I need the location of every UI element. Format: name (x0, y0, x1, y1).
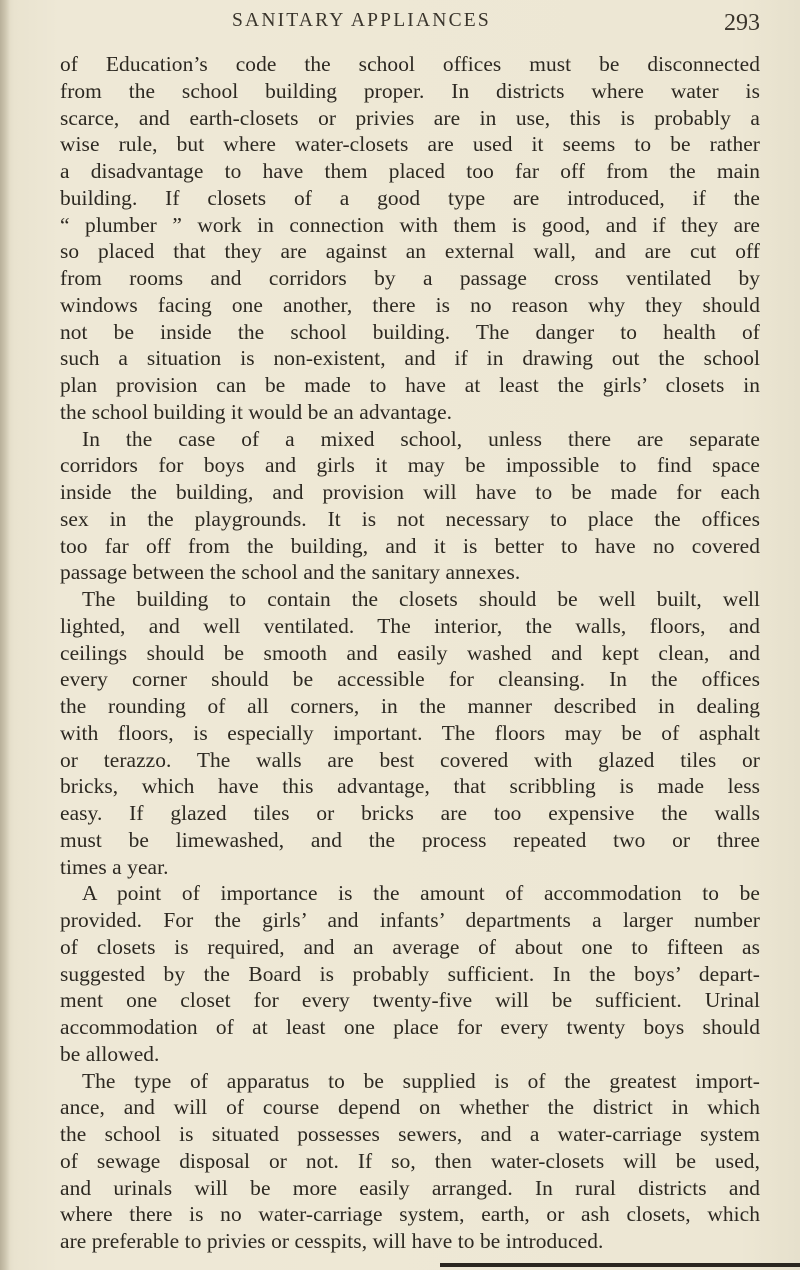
text-line: of Education’s code the school offices must be disconnected (60, 52, 760, 76)
text-line: are preferable to privies or cesspits, will have to be introduced. (60, 1229, 604, 1253)
text-line: of sewage disposal or not. If so, then water-closets will be used, (60, 1148, 760, 1173)
text-line: “ plumber ” work in connection with them is good, and if they are (60, 212, 760, 237)
page-header (60, 10, 760, 40)
text-line: be allowed. (60, 1041, 160, 1066)
text-line: with floors, is especially important. The floors may be of asphalt (60, 720, 760, 745)
text-line: not be inside the school building. The danger to health of (60, 319, 760, 344)
text-line: from the school building proper. In districts where water is (60, 78, 760, 103)
text-line: ceilings should be smooth and easily washed and kept clean, and (60, 640, 760, 665)
text-line: plan provision can be made to have at least the girls’ closets in (60, 373, 760, 397)
text-line: sex in the playgrounds. It is not necessary to place the offices (60, 506, 760, 531)
text-line: too far off from the building, and it is better to have no covered (60, 533, 760, 558)
text-line: ance, and will of course depend on whether the district in which (60, 1095, 760, 1120)
text-line: a disadvantage to have them placed too far off from the main (60, 159, 760, 183)
text-line: every corner should be accessible for cleansing. In the offices (60, 667, 760, 692)
text-line: corridors for boys and girls it may be impossible to find space (60, 453, 760, 478)
text-line: inside the building, and provision will have to be made for each (60, 480, 760, 504)
running-head: SANITARY APPLIANCES (232, 10, 491, 31)
text-line: where there is no water-carriage system, earth, or ash closets, which (60, 1202, 760, 1227)
text-line: A point of importance is the amount of accommodation to be (82, 881, 760, 906)
text-line: from rooms and corridors by a passage cross ventilated by (60, 266, 760, 290)
text-line: bricks, which have this advantage, that scribbling is made less (60, 774, 760, 799)
text-line: and urinals will be more easily arranged. In rural districts and (60, 1175, 760, 1200)
text-line: wise rule, but where water-closets are used it seems to be rather (60, 132, 760, 157)
text-line: suggested by the Board is probably sufficient. In the boys’ depart- (60, 961, 760, 986)
text-line: the school building it would be an advantage. (60, 399, 453, 424)
text-line: or terazzo. The walls are best covered with glazed tiles or (60, 747, 760, 772)
text-line: building. If closets of a good type are introduced, if the (60, 185, 760, 210)
text-line: windows facing one another, there is no reason why they should (60, 292, 760, 317)
text-line: so placed that they are against an external wall, and are cut off (60, 239, 760, 264)
text-line: scarce, and earth-closets or privies are in use, this is probably a (60, 105, 760, 130)
binding-shadow (0, 0, 10, 1270)
text-line: times a year. (60, 854, 169, 879)
text-line: the rounding of all corners, in the manner described in dealing (60, 694, 760, 718)
text-line: The building to contain the closets should be well built, well (82, 587, 760, 611)
text-line: lighted, and well ventilated. The interior, the walls, floors, and (60, 613, 760, 638)
page-bottom-rule (440, 1263, 800, 1267)
text-line: of closets is required, and an average of about one to fifteen as (60, 934, 760, 959)
body-text (60, 51, 760, 1255)
text-line: In the case of a mixed school, unless there are separate (82, 426, 760, 451)
text-line: provided. For the girls’ and infants’ departments a larger number (60, 908, 760, 932)
text-line: such a situation is non-existent, and if in drawing out the school (60, 346, 760, 371)
text-line: must be limewashed, and the process repeated two or three (60, 827, 760, 852)
page-number: 293 (724, 10, 760, 36)
text-line: The type of apparatus to be supplied is of the greatest import- (82, 1068, 760, 1093)
text-line: accommodation of at least one place for every twenty boys should (60, 1015, 760, 1039)
text-line: easy. If glazed tiles or bricks are too expensive the walls (60, 801, 760, 825)
text-line: passage between the school and the sanitary annexes. (60, 560, 521, 585)
text-line: ment one closet for every twenty-five will be sufficient. Urinal (60, 988, 760, 1013)
text-line: the school is situated possesses sewers, and a water-carriage system (60, 1122, 760, 1146)
